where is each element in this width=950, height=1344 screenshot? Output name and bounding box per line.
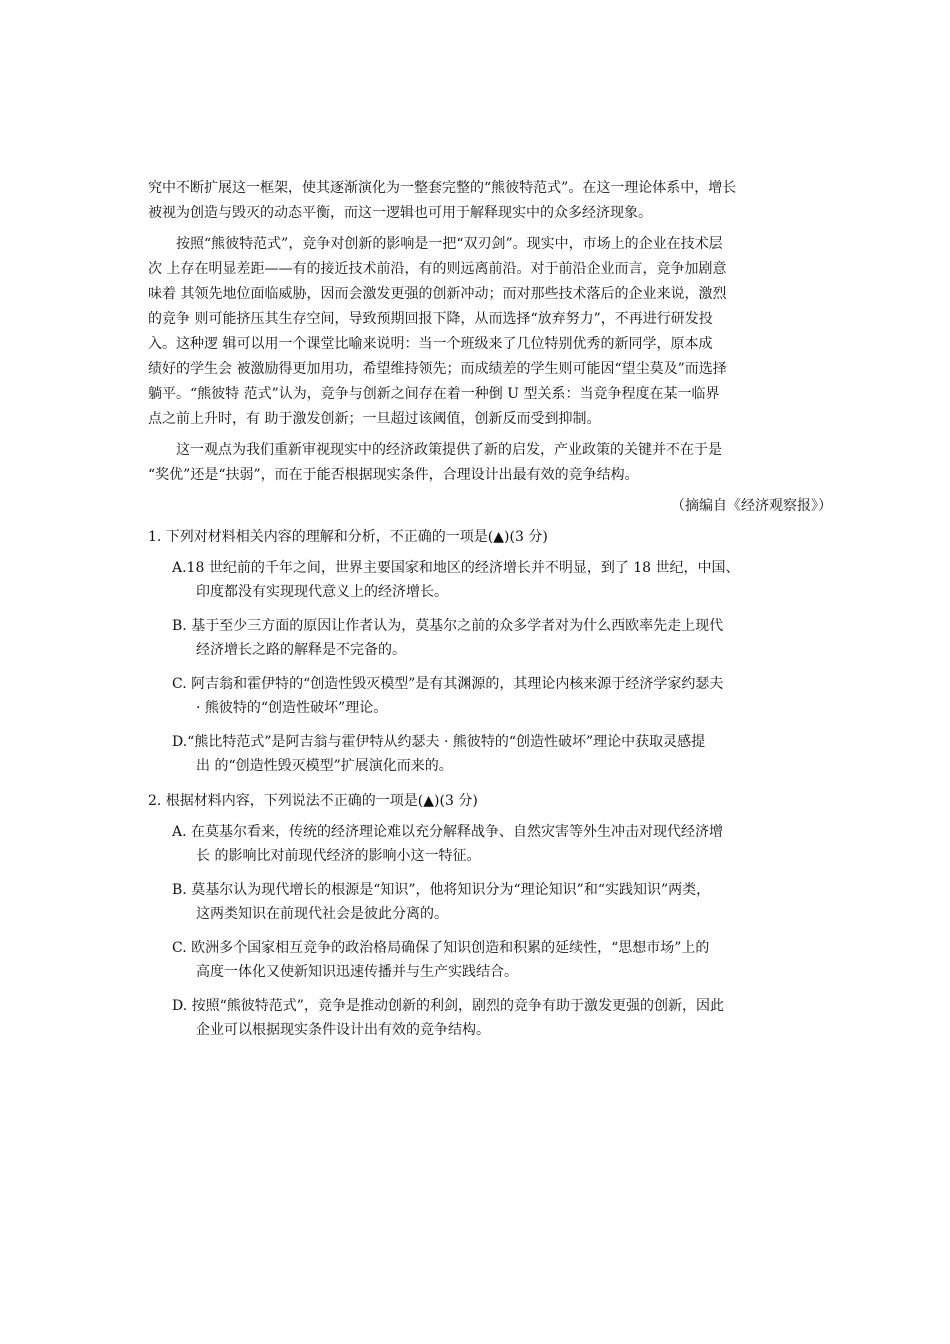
option-text-line: 这两类知识在前现代社会是彼此分离的。 [196,906,448,922]
option-text-line: 经济增长之路的解释是不完备的。 [196,642,406,658]
option-text-line: C. 欧洲多个国家相互竞争的政治格局确保了知识创造和积累的延续性，“思想市场”上的 [172,940,710,956]
option-text-line: · 熊彼特的“创造性破坏”理论。 [196,700,388,716]
option-text-line: A. 在莫基尔看来，传统的经济理论难以充分解释战争、自然灾害等外生冲击对现代经济增 [172,824,724,840]
passage-paragraph-1 [148,176,832,226]
option-a[interactable] [172,820,832,868]
option-text-line: 长 的影响比对前现代经济的影响小这一特征。 [196,848,481,864]
question-stem: 1. 下列对材料相关内容的理解和分析，不正确的一项是(▲)(3 分) [148,529,548,545]
option-text-line: B. 莫基尔认为现代增长的根源是“知识”，他将知识分为“理论知识”和“实践知识”两类， [172,882,711,898]
option-text-line: B. 基于至少三方面的原因让作者认为，莫基尔之前的众多学者对为什么西欧率先走上现代 [172,618,724,634]
text-line: 这一观点为我们重新审视现实中的经济政策提供了新的启发，产业政策的关键并不在于是 [176,442,722,458]
option-text-line: 高度一体化又使新知识迅速传播并与生产实践结合。 [196,964,518,980]
option-text-line: 印度都没有实现现代意义上的经济增长。 [196,584,448,600]
option-text-line: D. 按照“熊彼特范式”，竞争是推动创新的利剑，剧烈的竞争有助于激发更强的创新，因此 [172,998,724,1014]
text-line: 按照“熊彼特范式”，竞争对创新的影响是一把“双刃剑”。现实中，市场上的企业在技术层 [176,236,723,252]
text-line: 味着 其领先地位面临威胁，因而会激发更强的创新冲动；而对那些技术落后的企业来说，激烈 [148,286,727,302]
text-line: 究中不断扩展这一框架，使其逐渐演化为一整套完整的“熊彼特范式”。在这一理论体系中，增长 [148,180,737,196]
text-line: 躺平。“熊彼特 范式”认为，竞争与创新之间存在着一种倒 U 型关系：当竞争程度在某一临界 [148,386,720,402]
document-page [148,176,832,1052]
question-stem: 2. 根据材料内容，下列说法不正确的一项是(▲)(3 分) [148,793,478,809]
option-text-line: A.18 世纪前的千年之间，世界主要国家和地区的经济增长并不明显，到了 18 世纪，中国、 [172,560,740,576]
question-1 [148,524,832,778]
option-text-line: 企业可以根据现实条件设计出有效的竞争结构。 [196,1022,490,1038]
passage-paragraph-3 [148,438,832,488]
option-text-line: D.“熊比特范式”是阿吉翁与霍伊特从约瑟夫 · 熊彼特的“创造性破坏”理论中获取灵感提 [172,734,706,750]
option-a[interactable] [172,556,832,604]
text-line: “奖优”还是“扶弱”，而在于能否根据现实条件，合理设计出最有效的竞争结构。 [148,467,639,483]
option-d[interactable] [172,994,832,1042]
text-line: 入。这种逻 辑可以用一个课堂比喻来说明：当一个班级来了几位特别优秀的新同学，原本成 [148,336,713,352]
text-line: 次 上存在明显差距——有的接近技术前沿，有的则远离前沿。对于前沿企业而言，竞争加剧意 [148,261,727,277]
text-line: 的竞争 则可能挤压其生存空间，导致预期回报下降，从而选择“放弃努力”，不再进行研发投 [148,311,713,327]
option-b[interactable] [172,614,832,662]
option-c[interactable] [172,936,832,984]
option-text-line: 出 的“创造性毁灭模型”扩展演化而来的。 [196,758,453,774]
text-line: 被视为创造与毁灭的动态平衡，而这一逻辑也可用于解释现实中的众多经济现象。 [148,205,652,221]
text-line: 绩好的学生会 被激励得更加用功，希望维持领先；而成绩差的学生则可能因“望尘莫及”而选择 [148,361,727,377]
passage-paragraph-2 [148,232,832,432]
option-d[interactable] [172,730,832,778]
passage-source: （摘编自《经济观察报》） [671,498,832,514]
question-2 [148,788,832,1042]
option-c[interactable] [172,672,832,720]
option-text-line: C. 阿吉翁和霍伊特的“创造性毁灭模型”是有其渊源的，其理论内核来源于经济学家约瑟夫 [172,676,724,692]
option-b[interactable] [172,878,832,926]
text-line: 点之前上升时，有 助于激发创新；一旦超过该阈值，创新反而受到抑制。 [148,411,601,427]
